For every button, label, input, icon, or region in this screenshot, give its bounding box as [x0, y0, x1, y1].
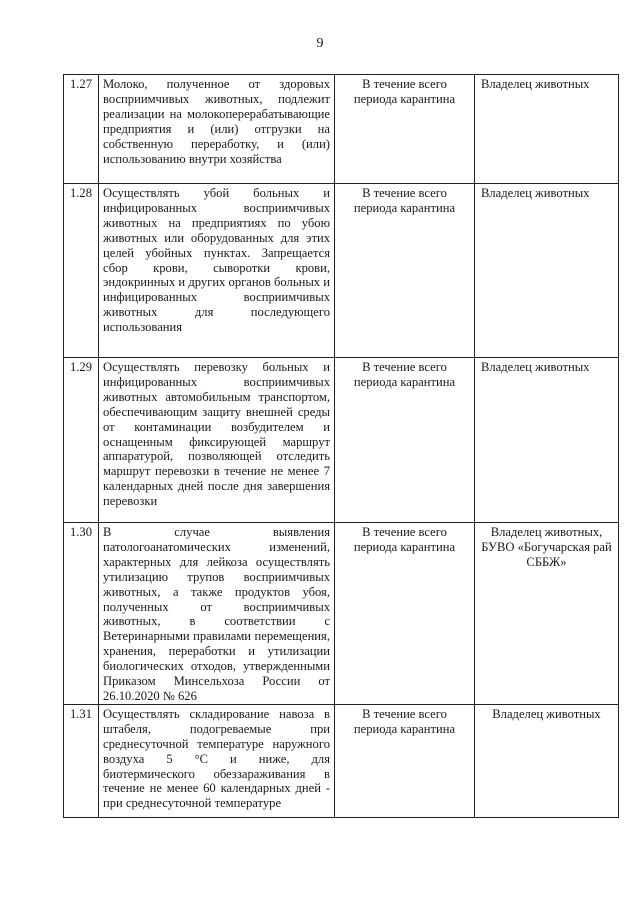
- row-number: 1.30: [64, 523, 99, 705]
- table-row: [64, 75, 619, 184]
- measure-text: Осуществлять убой больных и инфицированных восприимчивых животных на предприятиях по убою животных или оборудованных для этих целей убойных пунктах. Запрещается сбор крови, сыворотки крови, эндокринных и других органов больных и инфицированных восприимчивых животных для последующего использования: [99, 184, 335, 358]
- measure-text: Осуществлять складирование навоза в штабеля, подогреваемые при среднесуточной температуре наружного воздуха 5 °С и ниже, для биотермического обеззараживания в течение не менее 60 календарных дней - при среднесуточной температуре: [99, 704, 335, 817]
- row-number: 1.29: [64, 358, 99, 523]
- measure-responsible: Владелец животных: [475, 184, 619, 358]
- row-number: 1.28: [64, 184, 99, 358]
- row-number: 1.31: [64, 704, 99, 817]
- measure-responsible: Владелец животных: [475, 358, 619, 523]
- quarantine-measures-table: [63, 74, 619, 818]
- measure-text: Осуществлять перевозку больных и инфицированных восприимчивых животных автомобильным транспортом, обеспечивающим защиту внешней среды от контаминации возбудителем и оснащенным фиксирующей маршрут аппаратурой, позволяющей отследить маршрут перевозки в течение не менее 7 календарных дней после дня завершения перевозки: [99, 358, 335, 523]
- measure-text: Молоко, полученное от здоровых восприимчивых животных, подлежит реализации на молокоперерабатывающие предприятия и (или) отгрузки на собственную переработку, и (или) использованию внутри хозяйства: [99, 75, 335, 184]
- measure-term: В течение всего периода карантина: [335, 184, 475, 358]
- table-row: [64, 184, 619, 358]
- table-row: [64, 523, 619, 705]
- row-number: 1.27: [64, 75, 99, 184]
- page-number: 9: [316, 36, 324, 51]
- measure-term: В течение всего периода карантина: [335, 704, 475, 817]
- measure-term: В течение всего периода карантина: [335, 75, 475, 184]
- measure-responsible: Владелец животных, БУВО «Богучарская рай СББЖ»: [475, 523, 619, 705]
- measure-responsible: Владелец животных: [475, 704, 619, 817]
- measure-term: В течение всего периода карантина: [335, 523, 475, 705]
- table-row: [64, 704, 619, 817]
- measure-term: В течение всего периода карантина: [335, 358, 475, 523]
- table-row: [64, 358, 619, 523]
- measure-responsible: Владелец животных: [475, 75, 619, 184]
- measure-text: В случае выявления патологоанатомических изменений, характерных для лейкоза осуществлять утилизацию трупов восприимчивых животных, а также продуктов убоя, полученных от восприимчивых животных, в соответствии с Ветеринарными правилами перемещения, хранения, переработки и утилизации биологических отходов, утвержденными Приказом Минсельхоза России от 26.10.2020 № 626: [99, 523, 335, 705]
